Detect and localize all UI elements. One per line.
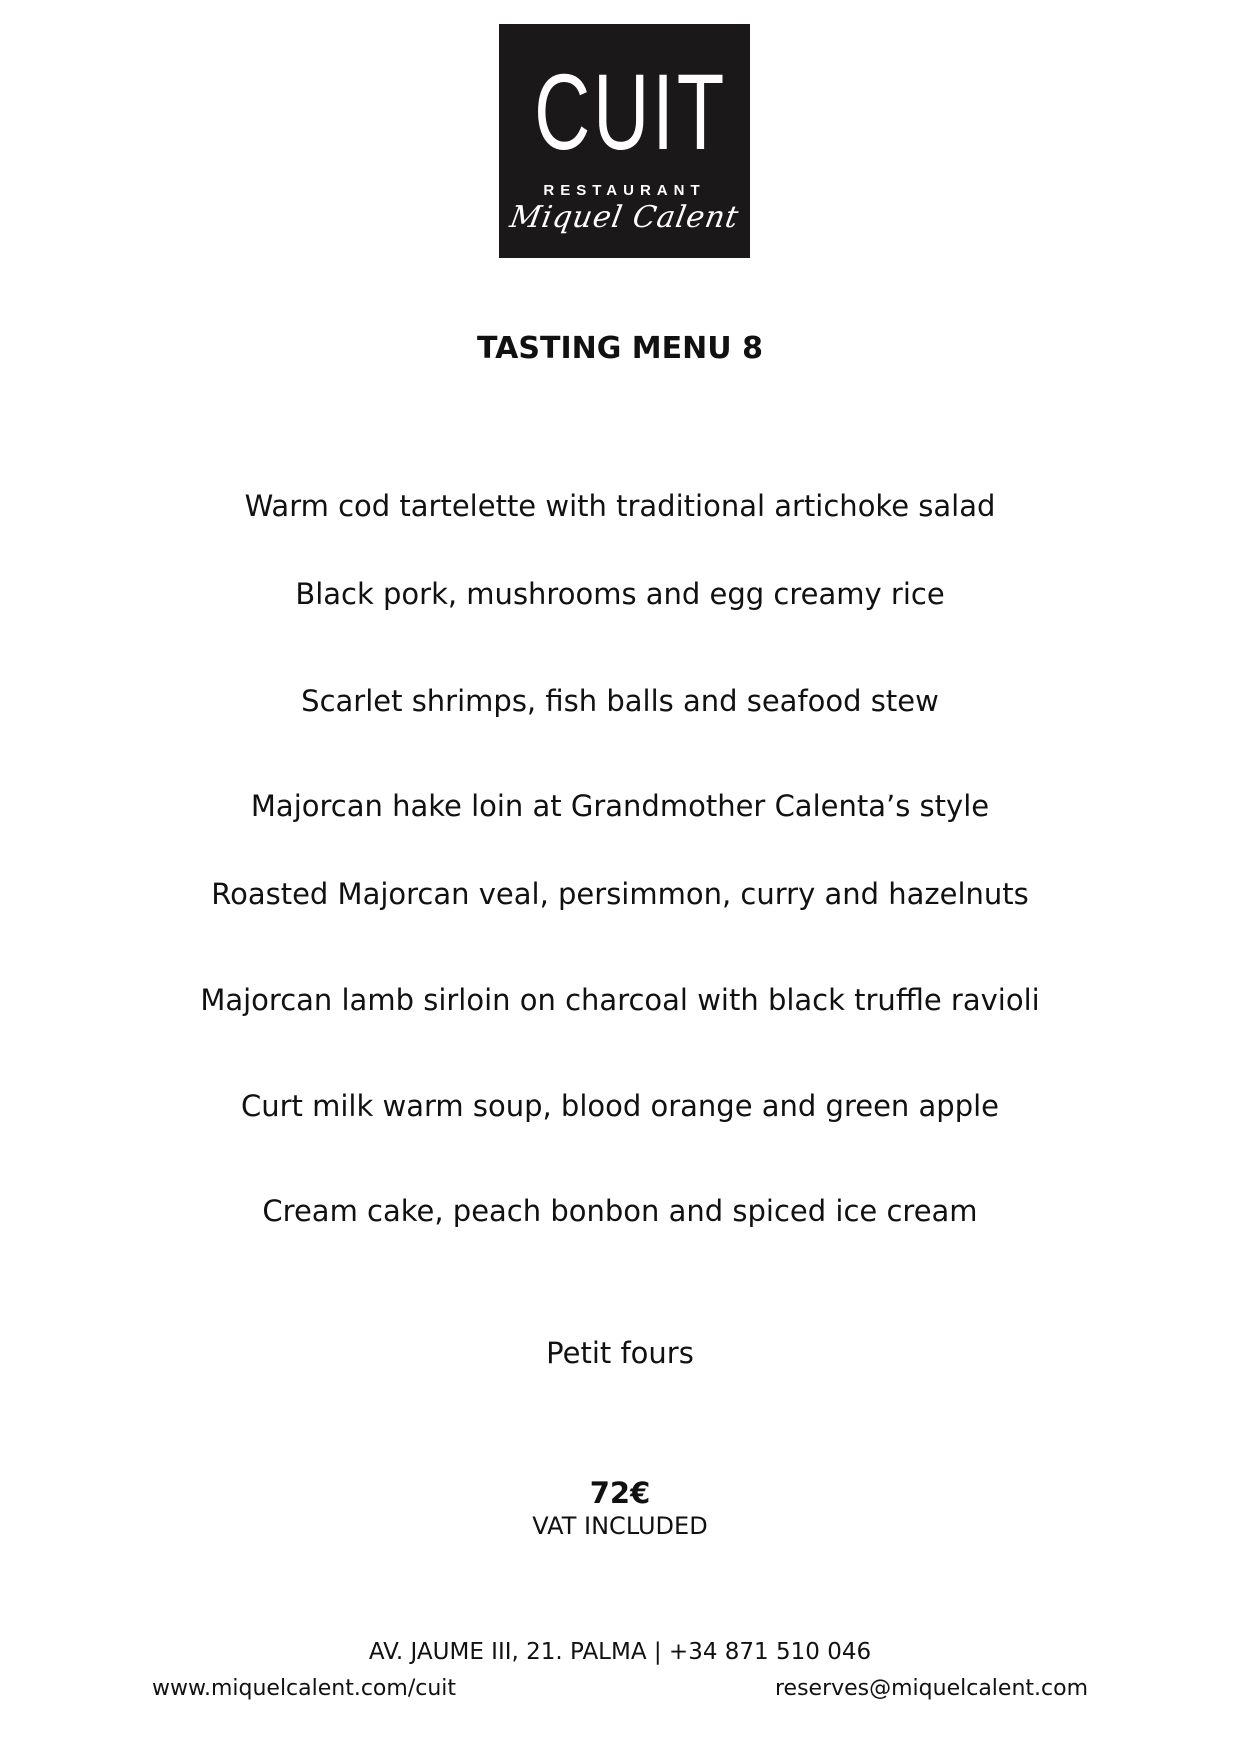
menu-item: Cream cake, peach bonbon and spiced ice cream bbox=[262, 1194, 978, 1228]
menu-item: Majorcan lamb sirloin on charcoal with black truffle ravioli bbox=[200, 983, 1040, 1017]
vat-note: VAT INCLUDED bbox=[532, 1512, 708, 1540]
logo-subtitle: RESTAURANT bbox=[543, 182, 706, 199]
restaurant-logo bbox=[499, 24, 750, 258]
menu-item: Majorcan hake loin at Grandmother Calenta’s style bbox=[250, 789, 990, 823]
menu-item: Warm cod tartelette with traditional artichoke salad bbox=[244, 489, 996, 523]
menu-item: Curt milk warm soup, blood orange and green apple bbox=[240, 1089, 1000, 1123]
logo-wordmark: CUIT bbox=[534, 51, 728, 172]
menu-item: Scarlet shrimps, fish balls and seafood stew bbox=[301, 684, 939, 718]
website-link[interactable]: www.miquelcalent.com/cuit bbox=[152, 1676, 457, 1701]
footer-address: AV. JAUME III, 21. PALMA | +34 871 510 046 bbox=[368, 1639, 872, 1665]
logo-signature: Miquel Calent bbox=[507, 200, 742, 235]
email-link[interactable]: reserves@miquelcalent.com bbox=[774, 1676, 1088, 1701]
menu-item: Roasted Majorcan veal, persimmon, curry and hazelnuts bbox=[211, 877, 1029, 911]
menu-item: Petit fours bbox=[546, 1336, 694, 1370]
menu-price: 72€ bbox=[589, 1476, 651, 1510]
menu-item: Black pork, mushrooms and egg creamy rice bbox=[295, 577, 945, 611]
menu-title: TASTING MENU 8 bbox=[477, 331, 763, 366]
